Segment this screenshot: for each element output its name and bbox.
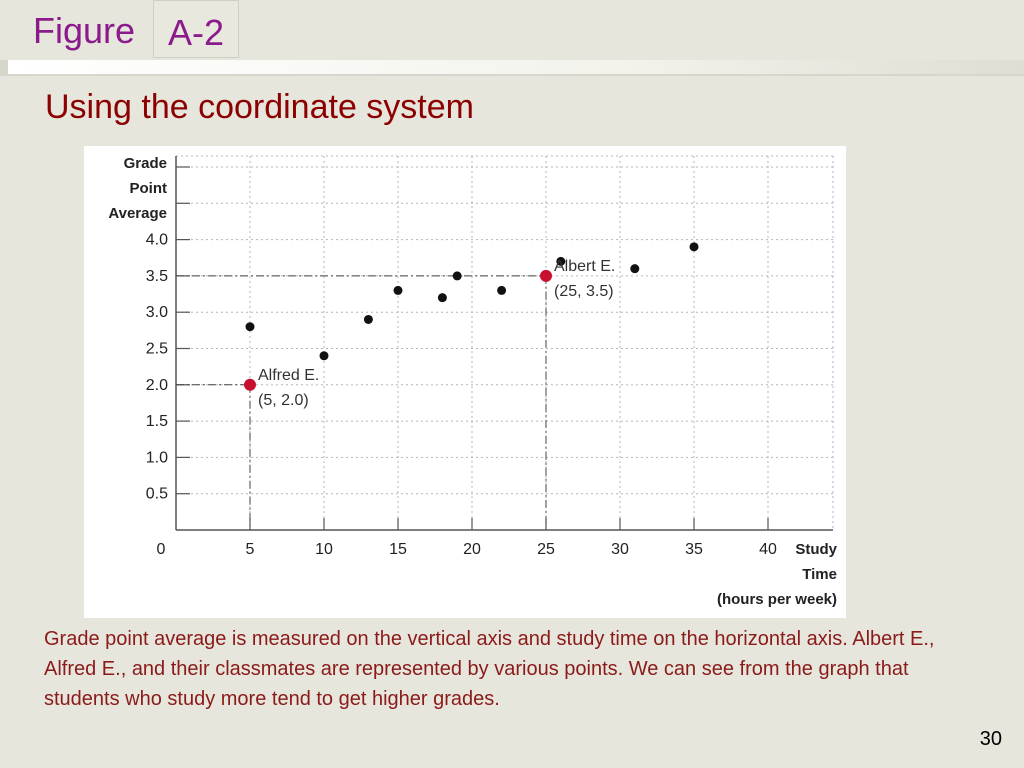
y-tick-label: 0.5 (145, 485, 168, 503)
y-tick-label: 2.0 (145, 376, 168, 394)
point-annotation-name: Albert E. (554, 257, 616, 275)
highlighted-data-point (540, 270, 552, 282)
x-tick-label: 30 (611, 541, 629, 558)
highlighted-data-point (244, 379, 256, 391)
y-tick-label: 4.0 (145, 231, 168, 249)
y-tick-label: 3.0 (145, 304, 168, 322)
x-tick-label: 25 (537, 541, 555, 558)
x-axis-title-line: (hours per week) (716, 591, 837, 608)
data-point (320, 351, 329, 360)
x-tick-label: 35 (685, 541, 703, 558)
x-tick-label: 20 (463, 541, 481, 558)
y-tick-label: 3.5 (145, 267, 168, 285)
data-point (630, 264, 639, 273)
data-point (364, 315, 373, 324)
data-point (453, 271, 462, 280)
slide-subtitle: Using the coordinate system (45, 88, 474, 126)
y-tick-label: 2.5 (145, 340, 168, 358)
figure-caption: Grade point average is measured on the vertical axis and study time on the horizontal axis. Albert E., Alfred E., and their classmates are represented by various points. We can see from the graph that students who study more tend to get higher grades. (44, 628, 935, 710)
data-point (497, 286, 506, 295)
y-axis-title-line: Point (129, 180, 167, 197)
x-tick-label: 5 (245, 541, 255, 558)
data-point (438, 293, 447, 302)
figure-label: Figure (33, 10, 136, 51)
point-annotation-coords: (25, 3.5) (554, 282, 614, 300)
page-number: 30 (979, 728, 1002, 750)
figure-number: A-2 (167, 12, 225, 53)
x-tick-label: 10 (315, 541, 333, 558)
y-tick-label: 1.0 (145, 449, 168, 467)
x-tick-label: 0 (156, 541, 166, 558)
y-axis-title-line: Grade (123, 155, 167, 172)
x-axis-title-line: Study (795, 541, 837, 558)
y-tick-label: 1.5 (145, 413, 168, 431)
x-tick-label: 40 (759, 541, 777, 558)
data-point (246, 322, 255, 331)
data-point (394, 286, 403, 295)
data-point (690, 242, 699, 251)
point-annotation-coords: (5, 2.0) (258, 391, 309, 409)
y-axis-title-line: Average (108, 205, 167, 222)
point-annotation-name: Alfred E. (258, 366, 320, 384)
x-axis-title-line: Time (802, 566, 837, 583)
x-tick-label: 15 (389, 541, 407, 558)
